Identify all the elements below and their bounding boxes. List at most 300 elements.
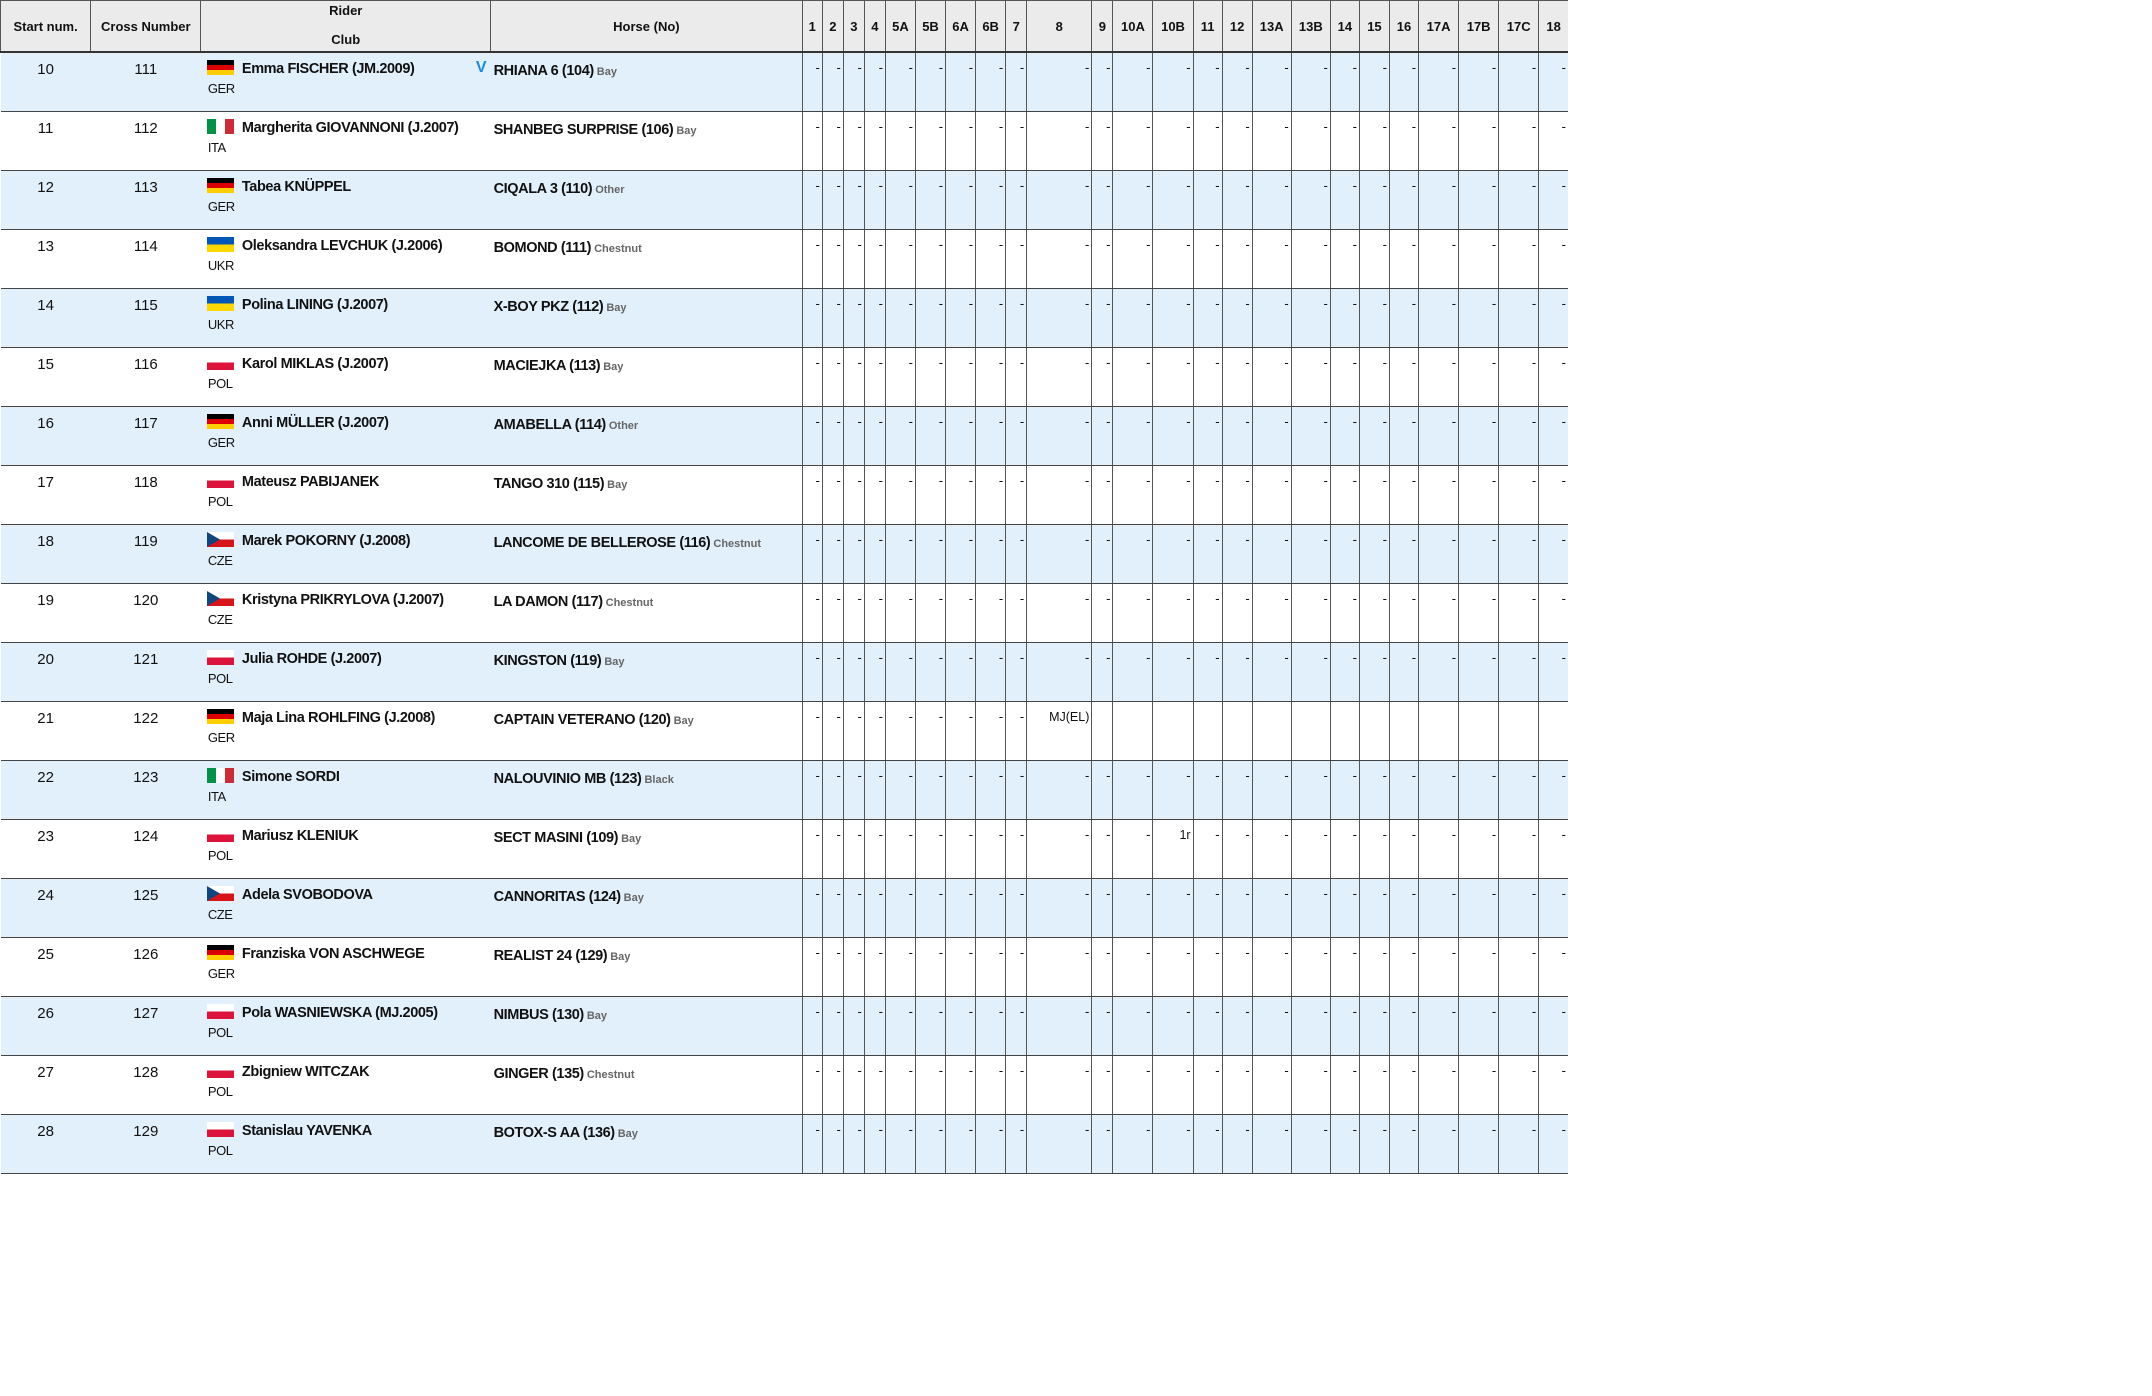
obstacle-cell	[1359, 112, 1389, 171]
obstacle-dash: -	[1451, 60, 1457, 75]
obstacle-dash: -	[1186, 1122, 1191, 1137]
obstacle-cell	[843, 112, 864, 171]
obstacle-cell	[1027, 52, 1092, 112]
obstacle-dash: -	[1146, 60, 1151, 75]
obstacle-cell	[1027, 938, 1092, 997]
obstacle-dash: -	[857, 414, 862, 429]
obstacle-cell	[864, 997, 885, 1056]
flag-icon	[207, 414, 234, 429]
obstacle-dash: -	[1382, 886, 1387, 901]
flag-icon	[207, 532, 234, 547]
obstacle-cell	[1092, 1056, 1113, 1115]
obstacle-cell	[1193, 938, 1222, 997]
obstacle-dash: -	[1186, 296, 1191, 311]
obstacle-cell	[1193, 997, 1222, 1056]
obstacle-cell	[946, 1115, 976, 1174]
obstacle-dash: -	[1106, 237, 1111, 252]
obstacle-dash: -	[1215, 532, 1220, 547]
horse-cell	[491, 112, 803, 171]
obstacle-dash: -	[836, 768, 841, 783]
obstacle-cell	[885, 230, 915, 289]
obstacle-cell	[843, 643, 864, 702]
obstacle-dash: -	[1561, 296, 1566, 311]
flag-icon	[207, 945, 234, 960]
rider-nation: GER	[207, 730, 235, 745]
results-body	[1, 52, 1569, 1174]
obstacle-dash: -	[1451, 355, 1457, 370]
cross-number: 112	[91, 112, 201, 171]
obstacle-cell	[915, 761, 945, 820]
obstacle-dash: -	[857, 355, 862, 370]
obstacle-dash: -	[1106, 60, 1111, 75]
obstacle-dash: -	[1215, 827, 1220, 842]
table-row	[1, 289, 1569, 348]
obstacle-dash: -	[1382, 650, 1387, 665]
rider-name: Adela SVOBODOVA	[241, 887, 373, 903]
obstacle-cell	[1389, 52, 1418, 112]
rider-nation: ITA	[207, 789, 226, 804]
header-obstacle: 17C	[1499, 1, 1539, 53]
obstacle-cell	[1359, 1056, 1389, 1115]
obstacle-cell	[1539, 171, 1568, 230]
obstacle-cell	[1222, 171, 1252, 230]
obstacle-dash: -	[1411, 1004, 1417, 1019]
obstacle-dash: -	[815, 1063, 820, 1078]
obstacle-dash: -	[1451, 237, 1457, 252]
obstacle-dash: -	[815, 237, 820, 252]
start-number: 19	[1, 584, 91, 643]
obstacle-cell	[1113, 761, 1153, 820]
obstacle-cell	[885, 525, 915, 584]
obstacle-dash: -	[908, 1122, 913, 1137]
obstacle-dash: -	[998, 827, 1004, 842]
obstacle-dash: -	[938, 414, 944, 429]
obstacle-dash: -	[1215, 355, 1220, 370]
cross-number: 124	[91, 820, 201, 879]
obstacle-cell	[1389, 1115, 1418, 1174]
obstacle-cell	[946, 407, 976, 466]
obstacle-dash: -	[1323, 532, 1328, 547]
obstacle-cell	[1153, 525, 1193, 584]
obstacle-cell	[1113, 584, 1153, 643]
obstacle-dash: -	[1323, 355, 1328, 370]
rider-cell	[201, 466, 491, 525]
obstacle-cell	[822, 702, 843, 761]
header-obstacle: 5B	[915, 1, 945, 53]
obstacle-cell	[1222, 1056, 1252, 1115]
rider-cell	[201, 997, 491, 1056]
obstacle-cell	[1389, 112, 1418, 171]
obstacle-cell	[1539, 938, 1568, 997]
obstacle-dash: -	[938, 1122, 944, 1137]
obstacle-dash: -	[815, 1004, 820, 1019]
obstacle-dash: -	[1352, 532, 1357, 547]
obstacle-cell	[1092, 1115, 1113, 1174]
obstacle-dash: -	[1215, 414, 1220, 429]
obstacle-dash: -	[1106, 532, 1111, 547]
obstacle-cell	[1419, 1115, 1459, 1174]
obstacle-dash: -	[1561, 1063, 1566, 1078]
header-obstacle: 6B	[976, 1, 1006, 53]
obstacle-dash: -	[815, 945, 820, 960]
obstacle-cell	[1389, 407, 1418, 466]
obstacle-empty	[1092, 702, 1113, 761]
obstacle-dash: -	[1411, 827, 1417, 842]
obstacle-dash: -	[1323, 178, 1328, 193]
horse-cell	[491, 938, 803, 997]
obstacle-dash: -	[1284, 591, 1289, 606]
obstacle-dash: -	[998, 296, 1004, 311]
obstacle-cell	[1459, 761, 1499, 820]
obstacle-cell	[1419, 820, 1459, 879]
obstacle-dash: -	[1561, 886, 1566, 901]
obstacle-cell	[1222, 407, 1252, 466]
obstacle-cell	[1359, 348, 1389, 407]
obstacle-cell	[1252, 1115, 1291, 1174]
obstacle-cell	[976, 525, 1006, 584]
obstacle-dash: -	[1382, 1063, 1387, 1078]
obstacle-cell	[843, 289, 864, 348]
rider-name: Karol MIKLAS (J.2007)	[241, 356, 389, 372]
obstacle-dash: -	[1561, 650, 1566, 665]
obstacle-cell	[1499, 466, 1539, 525]
start-number: 17	[1, 466, 91, 525]
obstacle-cell	[822, 112, 843, 171]
obstacle-cell	[1193, 171, 1222, 230]
obstacle-cell	[1389, 171, 1418, 230]
obstacle-dash: -	[1186, 532, 1191, 547]
obstacle-dash: -	[1186, 119, 1191, 134]
rider-cell	[201, 407, 491, 466]
obstacle-cell	[1539, 525, 1568, 584]
obstacle-cell	[864, 112, 885, 171]
rider-nation: POL	[207, 1084, 233, 1099]
horse-color: Bay	[603, 361, 624, 373]
obstacle-cell	[1113, 466, 1153, 525]
obstacle-cell	[1459, 1115, 1499, 1174]
obstacle-dash: -	[1186, 355, 1191, 370]
obstacle-cell	[1153, 584, 1193, 643]
horse-name: CAPTAIN VETERANO (120)	[493, 712, 671, 728]
obstacle-dash: -	[1245, 886, 1250, 901]
rider-nation: POL	[207, 376, 233, 391]
obstacle-dash: -	[1085, 1004, 1090, 1019]
obstacle-dash: -	[1245, 60, 1250, 75]
rider-nation: CZE	[207, 612, 233, 627]
obstacle-cell	[1113, 938, 1153, 997]
obstacle-dash: -	[1215, 945, 1220, 960]
obstacle-cell	[915, 525, 945, 584]
horse-name: NALOUVINIO MB (123)	[493, 771, 642, 787]
obstacle-dash: -	[1085, 178, 1090, 193]
obstacle-cell	[1153, 761, 1193, 820]
obstacle-dash: -	[1019, 709, 1025, 724]
obstacle-cell	[885, 348, 915, 407]
obstacle-cell	[1291, 997, 1330, 1056]
obstacle-dash: -	[1085, 296, 1090, 311]
obstacle-dash: -	[1106, 414, 1111, 429]
obstacle-cell	[843, 761, 864, 820]
horse-name: GINGER (135)	[493, 1066, 584, 1082]
obstacle-cell	[1092, 171, 1113, 230]
obstacle-cell	[1459, 1056, 1499, 1115]
obstacle-cell	[1252, 525, 1291, 584]
obstacle-cell	[843, 879, 864, 938]
horse-cell	[491, 761, 803, 820]
obstacle-dash: -	[1245, 1004, 1250, 1019]
flag-icon	[207, 886, 234, 901]
obstacle-cell	[1153, 938, 1193, 997]
obstacle-cell	[1252, 820, 1291, 879]
obstacle-cell	[976, 407, 1006, 466]
obstacle-cell	[1006, 1115, 1027, 1174]
obstacle-dash: -	[1186, 768, 1191, 783]
obstacle-cell	[1222, 820, 1252, 879]
obstacle-cell	[1222, 289, 1252, 348]
rider-cell	[201, 820, 491, 879]
obstacle-cell	[1419, 52, 1459, 112]
obstacle-cell	[864, 643, 885, 702]
obstacle-cell	[915, 938, 945, 997]
obstacle-dash: -	[1323, 119, 1328, 134]
horse-name: BOMOND (111)	[493, 240, 592, 256]
start-number: 21	[1, 702, 91, 761]
obstacle-dash: -	[968, 60, 974, 75]
obstacle-cell	[1359, 761, 1389, 820]
obstacle-dash: -	[1019, 237, 1025, 252]
obstacle-dash: -	[1245, 591, 1250, 606]
obstacle-dash: -	[836, 414, 841, 429]
obstacle-cell	[1252, 879, 1291, 938]
obstacle-dash: -	[968, 591, 974, 606]
obstacle-dash: -	[815, 886, 820, 901]
flag-icon	[207, 768, 234, 783]
obstacle-dash: -	[815, 768, 820, 783]
flag-icon	[207, 237, 234, 252]
obstacle-dash: -	[1323, 1063, 1328, 1078]
obstacle-dash: -	[1411, 945, 1417, 960]
obstacle-empty	[1499, 702, 1539, 761]
obstacle-cell	[1330, 1115, 1359, 1174]
obstacle-dash: -	[836, 532, 841, 547]
obstacle-cell	[1027, 525, 1092, 584]
obstacle-dash: -	[1284, 178, 1289, 193]
obstacle-cell	[1006, 466, 1027, 525]
obstacle-cell	[1459, 230, 1499, 289]
obstacle-cell	[1027, 1056, 1092, 1115]
obstacle-cell	[915, 820, 945, 879]
obstacle-cell	[1092, 761, 1113, 820]
obstacle-dash: -	[908, 178, 913, 193]
obstacle-dash: -	[1352, 119, 1357, 134]
obstacle-dash: -	[1382, 768, 1387, 783]
obstacle-cell	[1459, 466, 1499, 525]
horse-name: LANCOME DE BELLEROSE (116)	[493, 535, 711, 551]
obstacle-dash: -	[1245, 768, 1250, 783]
obstacle-dash: -	[1245, 827, 1250, 842]
obstacle-dash: -	[1085, 532, 1090, 547]
obstacle-cell	[1459, 289, 1499, 348]
obstacle-cell	[1419, 1056, 1459, 1115]
obstacle-cell	[1330, 997, 1359, 1056]
obstacle-cell	[822, 407, 843, 466]
obstacle-cell	[1389, 997, 1418, 1056]
obstacle-cell	[1153, 230, 1193, 289]
rider-name: Anni MÜLLER (J.2007)	[241, 415, 389, 431]
obstacle-cell	[864, 879, 885, 938]
obstacle-dash: -	[1019, 650, 1025, 665]
rider-nation: POL	[207, 1025, 233, 1040]
obstacle-cell	[946, 820, 976, 879]
obstacle-dash: -	[938, 945, 944, 960]
obstacle-cell	[1291, 643, 1330, 702]
obstacle-cell	[1499, 52, 1539, 112]
horse-name: AMABELLA (114)	[493, 417, 606, 433]
horse-color: Other	[595, 184, 625, 196]
obstacle-dash: -	[1491, 945, 1497, 960]
table-row	[1, 1115, 1569, 1174]
obstacle-cell	[1153, 1115, 1193, 1174]
obstacle-dash: -	[998, 414, 1004, 429]
obstacle-cell	[1330, 230, 1359, 289]
horse-cell	[491, 643, 803, 702]
obstacle-dash: -	[1451, 886, 1457, 901]
obstacle-dash: -	[878, 355, 883, 370]
obstacle-dash: -	[1323, 886, 1328, 901]
obstacle-dash: -	[815, 532, 820, 547]
obstacle-cell	[822, 525, 843, 584]
horse-cell	[491, 820, 803, 879]
obstacle-cell	[1153, 171, 1193, 230]
obstacle-dash: -	[1019, 119, 1025, 134]
obstacle-cell	[1027, 643, 1092, 702]
obstacle-cell	[1459, 525, 1499, 584]
obstacle-dash: -	[878, 1122, 883, 1137]
obstacle-dash: -	[1382, 1122, 1387, 1137]
obstacle-dash: -	[1284, 650, 1289, 665]
obstacle-cell	[1389, 348, 1418, 407]
obstacle-dash: -	[1451, 119, 1457, 134]
obstacle-dash: -	[1146, 1122, 1151, 1137]
obstacle-dash: -	[908, 768, 913, 783]
cross-number: 117	[91, 407, 201, 466]
obstacle-dash: -	[878, 650, 883, 665]
obstacle-cell	[1193, 348, 1222, 407]
rider-nation: UKR	[207, 258, 234, 273]
horse-name: MACIEJKA (113)	[493, 358, 601, 374]
obstacle-dash: -	[1284, 827, 1289, 842]
obstacle-dash: -	[857, 119, 862, 134]
obstacle-dash: -	[1382, 237, 1387, 252]
obstacle-dash: -	[1561, 60, 1566, 75]
obstacle-cell	[1222, 348, 1252, 407]
obstacle-dash: -	[1561, 178, 1566, 193]
obstacle-cell	[946, 466, 976, 525]
obstacle-cell	[1222, 230, 1252, 289]
obstacle-cell	[1113, 643, 1153, 702]
obstacle-dash: -	[1352, 945, 1357, 960]
obstacle-cell	[864, 230, 885, 289]
obstacle-dash: -	[1491, 1004, 1497, 1019]
obstacle-dash: -	[1382, 355, 1387, 370]
obstacle-cell	[822, 52, 843, 112]
obstacle-dash: -	[1352, 178, 1357, 193]
obstacle-dash: -	[1531, 532, 1537, 547]
obstacle-cell	[1359, 466, 1389, 525]
obstacle-dash: -	[1085, 768, 1090, 783]
obstacle-cell	[1389, 879, 1418, 938]
obstacle-dash: -	[998, 1063, 1004, 1078]
horse-color: Chestnut	[605, 597, 654, 609]
obstacle-cell	[1113, 407, 1153, 466]
obstacle-cell	[864, 52, 885, 112]
obstacle-cell	[885, 289, 915, 348]
obstacle-cell	[1006, 525, 1027, 584]
rider-name: Kristyna PRIKRYLOVA (J.2007)	[241, 592, 444, 608]
obstacle-cell	[1389, 1056, 1418, 1115]
obstacle-cell	[1291, 1115, 1330, 1174]
obstacle-dash: -	[815, 591, 820, 606]
table-row	[1, 171, 1569, 230]
obstacle-cell	[1027, 230, 1092, 289]
obstacle-dash: -	[1352, 296, 1357, 311]
header-obstacle: 10A	[1113, 1, 1153, 53]
horse-cell	[491, 879, 803, 938]
obstacle-cell	[1419, 761, 1459, 820]
flag-icon	[207, 827, 234, 842]
horse-color: Bay	[606, 302, 627, 314]
obstacle-dash: -	[1284, 296, 1289, 311]
obstacle-dash: -	[1491, 237, 1497, 252]
obstacle-dash: -	[1106, 355, 1111, 370]
obstacle-cell	[946, 348, 976, 407]
obstacle-cell	[946, 643, 976, 702]
table-row	[1, 348, 1569, 407]
obstacle-cell	[1193, 52, 1222, 112]
obstacle-cell	[1092, 525, 1113, 584]
flag-icon	[207, 473, 234, 488]
obstacle-cell	[946, 171, 976, 230]
obstacle-empty	[1330, 702, 1359, 761]
obstacle-dash: -	[857, 1004, 862, 1019]
obstacle-dash: -	[815, 60, 820, 75]
horse-cell	[491, 525, 803, 584]
obstacle-dash: -	[1531, 1004, 1537, 1019]
obstacle-dash: -	[1284, 237, 1289, 252]
rider-nation: UKR	[207, 317, 234, 332]
obstacle-dash: -	[998, 1122, 1004, 1137]
obstacle-dash: -	[1352, 414, 1357, 429]
obstacle-dash: -	[1186, 886, 1191, 901]
obstacle-dash: -	[1245, 355, 1250, 370]
obstacle-cell	[1539, 52, 1568, 112]
rider-name: Tabea KNÜPPEL	[241, 179, 351, 195]
obstacle-dash: -	[878, 237, 883, 252]
obstacle-cell	[885, 643, 915, 702]
obstacle-cell	[1027, 348, 1092, 407]
horse-name: CIQALA 3 (110)	[493, 181, 593, 197]
header-obstacle: 15	[1359, 1, 1389, 53]
obstacle-dash: -	[1561, 1004, 1566, 1019]
obstacle-dash: -	[1352, 473, 1357, 488]
header-obstacle: 7	[1006, 1, 1027, 53]
obstacle-cell	[822, 171, 843, 230]
obstacle-dash: -	[1491, 886, 1497, 901]
obstacle-dash: -	[836, 886, 841, 901]
obstacle-cell	[802, 1056, 822, 1115]
obstacle-cell	[1027, 997, 1092, 1056]
obstacle-cell	[1006, 230, 1027, 289]
